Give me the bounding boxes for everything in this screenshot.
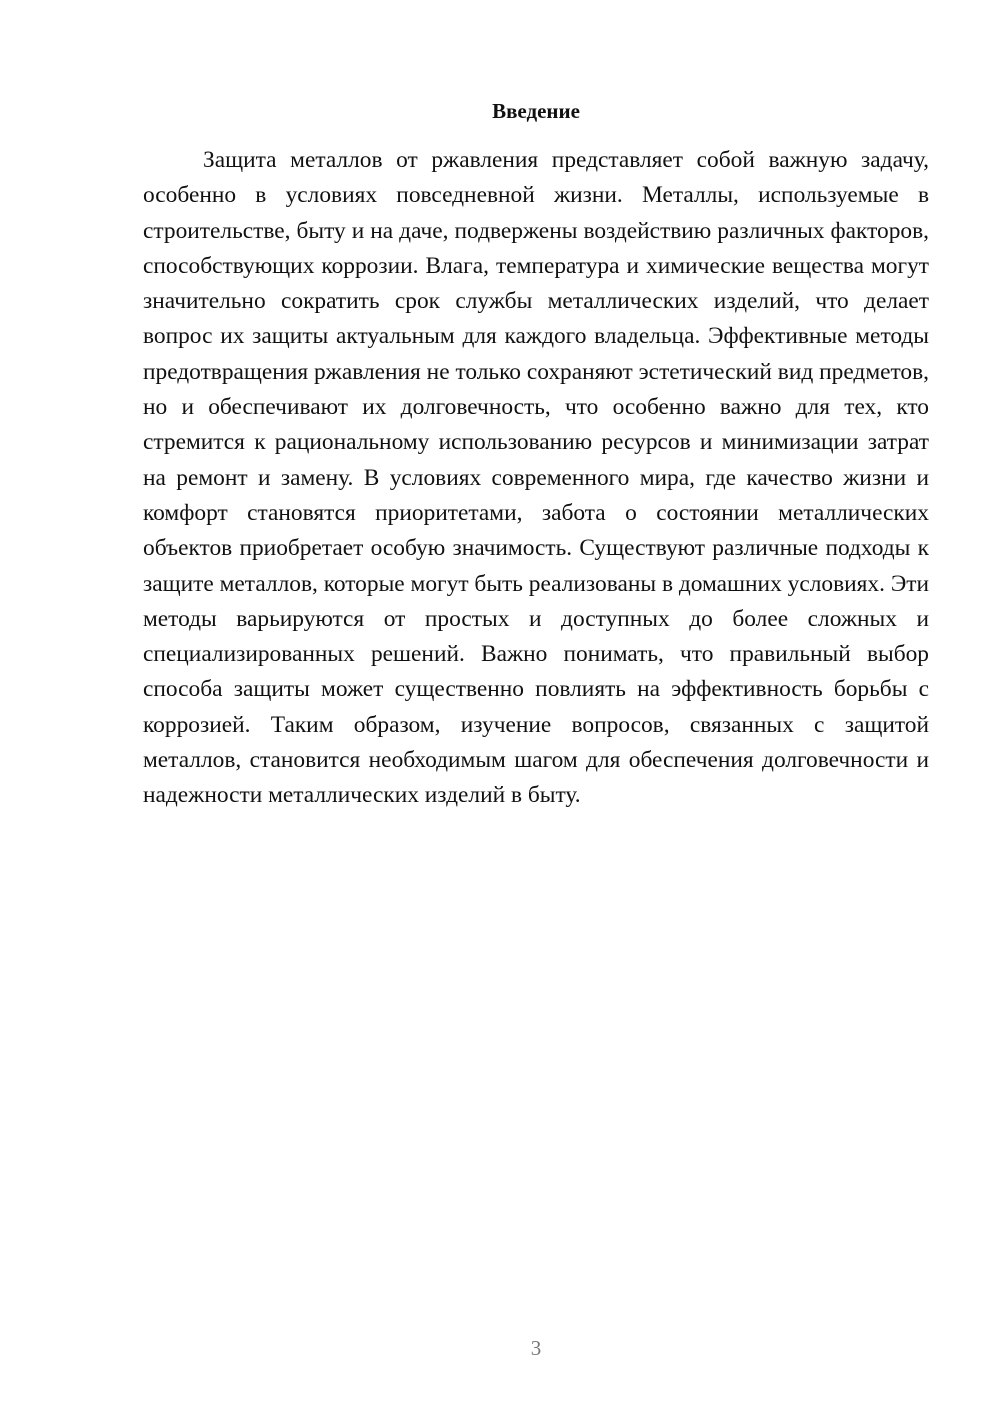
page-number: 3 (530, 1336, 542, 1360)
intro-paragraph: Защита металлов от ржавления представляет собой важную задачу, особенно в условиях повседневной жизни. Металлы, используемые в строительстве, быту и на даче, подвержены воздействию различных факторов, способствующих коррозии. Влага, температура и химические вещества могут значительно сократить срок службы металлических изделий, что делает вопрос их защиты актуальным для каждого владельца. Эффективные методы предотвращения ржавления не только сохраняют эстетический вид предметов, но и обеспечивают их долговечность, что особенно важно для тех, кто стремится к рациональному использованию ресурсов и минимизации затрат на ремонт и замену. В условиях современного мира, где качество жизни и комфорт становятся приоритетами, забота о состоянии металлических объектов приобретает особую значимость. Существуют различные подходы к защите металлов, которые могут быть реализованы в домашних условиях. Эти методы варьируются от простых и доступных до более сложных и специализированных решений. Важно понимать, что правильный выбор способа защиты может существенно повлиять на эффективность борьбы с коррозией. Таким образом, изучение вопросов, связанных с защитой металлов, становится необходимым шагом для обеспечения долговечности и надежности металлических изделий в быту. (143, 147, 929, 809)
section-heading: Введение (492, 99, 580, 123)
